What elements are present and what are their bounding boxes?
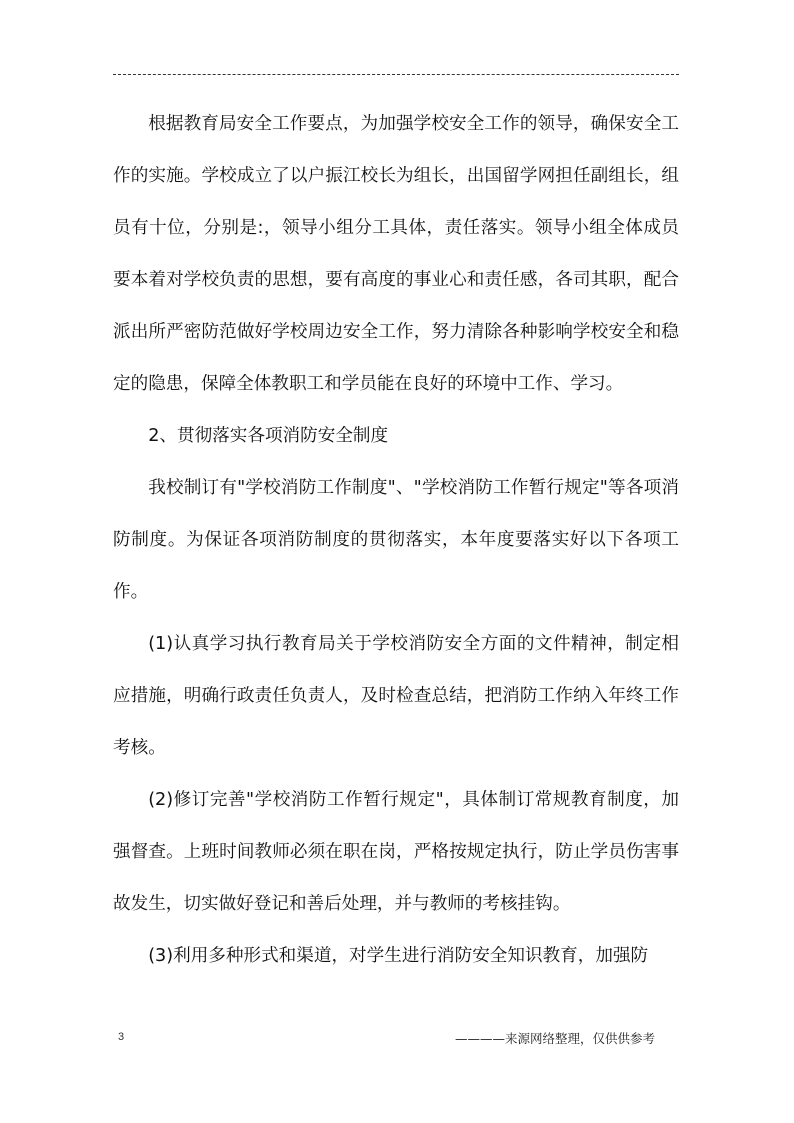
header-dashed-rule xyxy=(113,74,679,75)
list-item-2: (2)修订完善"学校消防工作暂行规定"，具体制订常规教育制度，加强督查。上班时间教师必须在职在岗，严格按规定执行，防止学员伤害事故发生，切实做好登记和善后处理，并与教师的考核挂钩。 xyxy=(113,790,679,914)
paragraph-safety-leadership: 根据教育局安全工作要点，为加强学校安全工作的领导，确保安全工作的实施。学校成立了以户振江校长为组长，出国留学网担任副组长，组员有十位，分别是:，领导小组分工具体，责任落实。领导小组全体成员要本着对学校负责的思想，要有高度的事业心和责任感，各司其职，配合派出所严密防范做好学校周边安全工作，努力清除各种影响学校安全和稳定的隐患，保障全体教职工和学员能在良好的环境中工作、学习。 xyxy=(113,114,679,394)
list-item-3: (3)利用多种形式和渠道，对学生进行消防安全知识教育，加强防 xyxy=(148,946,649,966)
section-heading-fire-safety: 2、贯彻落实各项消防安全制度 xyxy=(148,426,389,446)
page-number: 3 xyxy=(118,1031,125,1043)
paragraph-fire-regulations: 我校制订有"学校消防工作制度"、"学校消防工作暂行规定"等各项消防制度。为保证各项消防制度的贯彻落实，本年度要落实好以下各项工作。 xyxy=(113,478,679,602)
footer-source-note: ————来源网络整理，仅供供参考 xyxy=(455,1031,656,1046)
list-item-1: (1)认真学习执行教育局关于学校消防安全方面的文件精神，制定相应措施，明确行政责任负责人，及时检查总结，把消防工作纳入年终工作考核。 xyxy=(113,634,679,758)
document-body xyxy=(113,98,679,982)
